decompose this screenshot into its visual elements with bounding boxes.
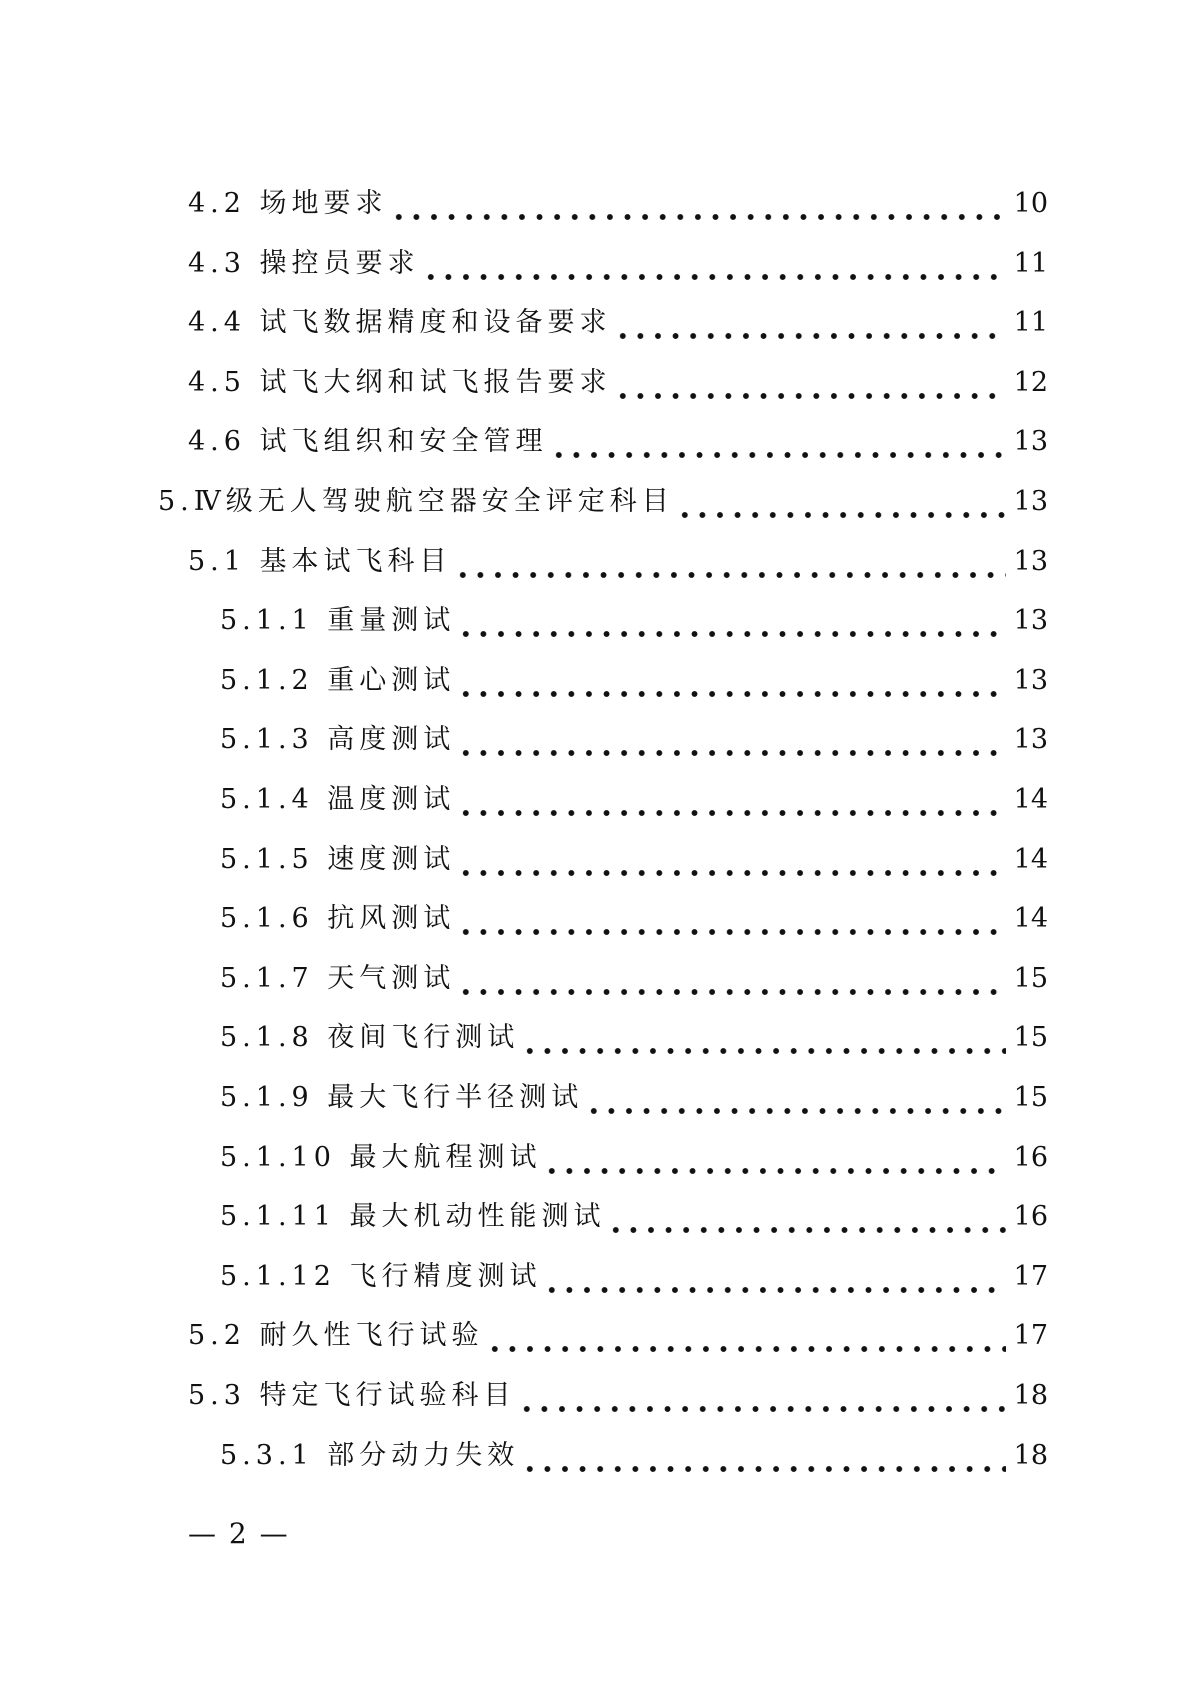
toc-entry[interactable] <box>220 955 1048 995</box>
toc-dot-leader <box>457 903 1006 935</box>
toc-entry-page: 17 <box>1013 1261 1048 1292</box>
toc-entry-page: 11 <box>1013 307 1048 338</box>
toc-entry-page: 18 <box>1013 1440 1048 1471</box>
toc-dot-leader <box>454 546 1006 578</box>
toc-entry[interactable] <box>188 418 1048 458</box>
toc-entry-page: 13 <box>1013 426 1048 457</box>
toc-entry-page: 16 <box>1013 1142 1048 1173</box>
toc-entry[interactable] <box>220 836 1048 876</box>
toc-dot-leader <box>521 1022 1006 1054</box>
toc-dot-leader <box>550 426 1006 458</box>
toc-dot-leader <box>521 1440 1006 1472</box>
toc-entry-page: 15 <box>1013 1082 1048 1113</box>
toc-entry-label: 5.1.9 最大飞行半径测试 <box>220 1082 584 1113</box>
toc-dot-leader <box>614 307 1006 339</box>
toc-entry[interactable] <box>188 299 1048 339</box>
toc-entry-label: 5.1.8 夜间飞行测试 <box>220 1022 520 1053</box>
toc-entry[interactable] <box>220 1253 1048 1293</box>
toc-entry[interactable] <box>220 597 1048 637</box>
toc-dot-leader <box>614 367 1006 399</box>
toc-entry[interactable] <box>220 716 1048 756</box>
toc-entry[interactable] <box>188 240 1048 280</box>
toc-entry-page: 11 <box>1013 248 1048 279</box>
toc-entry-page: 13 <box>1013 724 1048 755</box>
toc-entry-label: 5.1.2 重心测试 <box>220 665 456 696</box>
toc-entry[interactable] <box>220 1432 1048 1472</box>
toc-entry-page: 15 <box>1013 963 1048 994</box>
toc-entry-label: 5.1.10 最大航程测试 <box>220 1142 542 1173</box>
toc-entry[interactable] <box>188 538 1048 578</box>
toc-entry-page: 12 <box>1013 367 1048 398</box>
toc-dot-leader <box>518 1380 1006 1412</box>
toc-entry-page: 15 <box>1013 1022 1048 1053</box>
toc-entry[interactable] <box>188 1372 1048 1412</box>
toc-entry[interactable] <box>188 180 1048 220</box>
toc-entry-label: 5.2 耐久性飞行试验 <box>188 1320 484 1351</box>
toc-entry[interactable] <box>220 1074 1048 1114</box>
toc-entry[interactable] <box>220 657 1048 697</box>
toc-dot-leader <box>486 1320 1006 1352</box>
toc-entry[interactable] <box>220 1014 1048 1054</box>
toc-entry-label: 5.1.6 抗风测试 <box>220 903 456 934</box>
toc-entry-label: 5.3 特定飞行试验科目 <box>188 1380 516 1411</box>
toc-entry-label: 5.1.5 速度测试 <box>220 844 456 875</box>
toc-entry[interactable] <box>220 895 1048 935</box>
toc-entry-page: 13 <box>1013 486 1048 517</box>
toc-entry[interactable] <box>220 1193 1048 1233</box>
toc-entry-label: 4.6 试飞组织和安全管理 <box>188 426 548 457</box>
toc-entry-page: 13 <box>1013 665 1048 696</box>
toc-entry-label: 4.4 试飞数据精度和设备要求 <box>188 307 612 338</box>
toc-entry-page: 14 <box>1013 784 1048 815</box>
toc-entry-label: 5.3.1 部分动力失效 <box>220 1440 520 1471</box>
toc-dot-leader <box>457 963 1006 995</box>
toc-dot-leader <box>457 844 1006 876</box>
toc-dot-leader <box>543 1261 1006 1293</box>
toc-entry-page: 13 <box>1013 605 1048 636</box>
toc-entry-page: 13 <box>1013 546 1048 577</box>
toc-dot-leader <box>607 1201 1006 1233</box>
toc-entry[interactable] <box>188 1312 1048 1352</box>
toc-entry-label: 5.1.11 最大机动性能测试 <box>220 1201 606 1232</box>
toc-entry-page: 14 <box>1013 844 1048 875</box>
toc-entry-page: 14 <box>1013 903 1048 934</box>
toc-entry-label: 4.2 场地要求 <box>188 188 388 219</box>
page-number: — 2 — <box>188 1517 290 1550</box>
toc-entry[interactable] <box>188 359 1048 399</box>
toc-entry-label: 5.1 基本试飞科目 <box>188 546 452 577</box>
toc-dot-leader <box>457 784 1006 816</box>
toc-entry-label: 5.Ⅳ级无人驾驶航空器安全评定科目 <box>158 486 674 517</box>
toc-entry-page: 10 <box>1013 188 1048 219</box>
toc-dot-leader <box>422 248 1006 280</box>
toc-dot-leader <box>585 1082 1006 1114</box>
toc-entry-label: 5.1.3 高度测试 <box>220 724 456 755</box>
toc-dot-leader <box>543 1142 1006 1174</box>
toc-entry[interactable] <box>158 478 1048 518</box>
toc-dot-leader <box>457 665 1006 697</box>
toc-entry-label: 4.3 操控员要求 <box>188 248 420 279</box>
toc-dot-leader <box>676 486 1006 518</box>
toc-dot-leader <box>457 724 1006 756</box>
toc-dot-leader <box>457 605 1006 637</box>
toc-dot-leader <box>390 188 1006 220</box>
toc-entry[interactable] <box>220 776 1048 816</box>
toc-entry-page: 17 <box>1013 1320 1048 1351</box>
toc-entry-label: 5.1.1 重量测试 <box>220 605 456 636</box>
toc-entry[interactable] <box>220 1134 1048 1174</box>
toc-entry-label: 5.1.12 飞行精度测试 <box>220 1261 542 1292</box>
toc-entry-label: 5.1.4 温度测试 <box>220 784 456 815</box>
toc-entry-label: 4.5 试飞大纲和试飞报告要求 <box>188 367 612 398</box>
toc-entry-page: 16 <box>1013 1201 1048 1232</box>
toc-entry-label: 5.1.7 天气测试 <box>220 963 456 994</box>
toc-entry-page: 18 <box>1013 1380 1048 1411</box>
